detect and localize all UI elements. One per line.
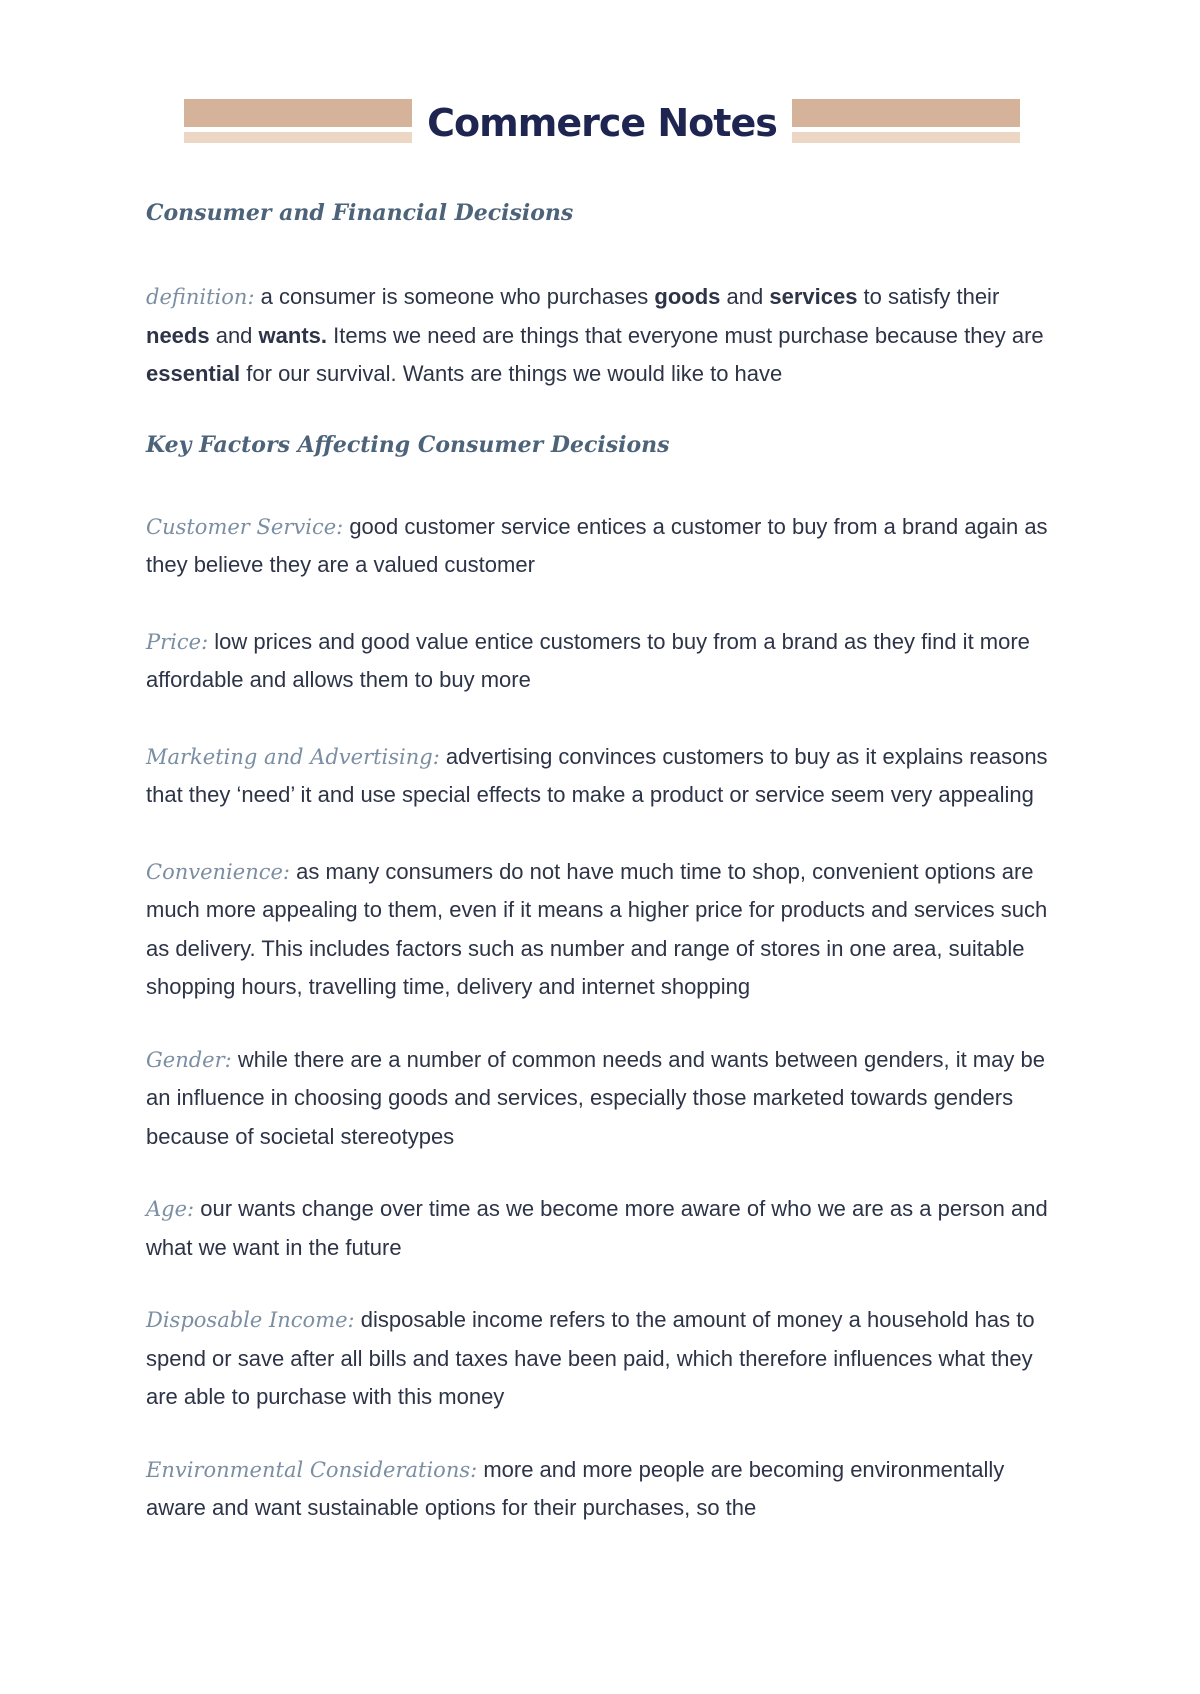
factor-term: Convenience: <box>146 859 290 884</box>
definition-text: for our survival. Wants are things we would like to have <box>240 361 783 386</box>
page-title: Commerce Notes <box>427 101 777 145</box>
factor-paragraph-disposable-income <box>146 1301 1066 1417</box>
factor-text: disposable income refers to the amount of money a household has to spend or save after all bills and taxes have been paid, which therefore influences what they are able to purchase with this money <box>146 1307 1035 1409</box>
section-heading-key-factors: Key Factors Affecting Consumer Decisions <box>146 431 670 458</box>
factor-paragraph-customer-service <box>146 508 1066 585</box>
factor-term: Disposable Income: <box>146 1308 355 1332</box>
factor-term: Environmental Considerations: <box>146 1457 478 1482</box>
definition-text: a consumer is someone who purchases <box>254 284 655 309</box>
bold-essential: essential <box>146 361 241 386</box>
page-header <box>184 96 1020 150</box>
factor-paragraph-marketing <box>146 738 1066 815</box>
factor-paragraph-age <box>146 1190 1066 1267</box>
factor-paragraph-price <box>146 623 1066 700</box>
bold-wants: wants. <box>258 322 327 348</box>
section-heading-consumer-financial: Consumer and Financial Decisions <box>146 200 574 226</box>
factor-paragraph-convenience <box>146 853 1066 1007</box>
decorative-bar-right <box>792 99 1020 143</box>
factor-term: Customer Service: <box>146 514 344 539</box>
bold-services: services <box>769 284 858 309</box>
factor-text: low prices and good value entice customers to buy from a brand as they find it more affordable and allows them to buy more <box>146 628 1030 692</box>
factor-term: Marketing and Advertising: <box>146 744 440 769</box>
factor-term: Gender: <box>146 1047 232 1072</box>
factor-text: good customer service entices a customer to buy from a brand again as they believe they are a valued customer <box>146 513 1048 577</box>
factor-paragraph-environmental <box>146 1451 1066 1528</box>
definition-text: to satisfy their <box>857 284 1000 309</box>
notes-content <box>146 196 1066 1528</box>
factor-term: Price: <box>146 629 209 654</box>
factor-text: as many consumers do not have much time to shop, convenient options are much more appealing to them, even if it means a higher price for products and services such as delivery. This includes factors such as number and range of stores in one area, suitable shopping hours, travelling time, delivery and internet shopping <box>146 858 1048 999</box>
definition-text: Items we need are things that everyone must purchase because they are <box>327 322 1044 348</box>
factor-term: Age: <box>146 1197 195 1221</box>
factor-paragraph-gender <box>146 1041 1066 1157</box>
bold-needs: needs <box>146 322 210 348</box>
factor-text: our wants change over time as we become more aware of who we are as a person and what we want in the future <box>146 1196 1048 1260</box>
definition-text: and <box>209 322 259 348</box>
bold-goods: goods <box>654 284 721 309</box>
definition-term: definition: <box>146 285 255 309</box>
definition-paragraph <box>146 278 1066 394</box>
factor-text: while there are a number of common needs and wants between genders, it may be an influence in choosing goods and services, especially those marketed towards genders because of societal stereotypes <box>146 1046 1045 1149</box>
factor-text: more and more people are becoming environmentally aware and want sustainable options for their purchases, so the <box>146 1456 1005 1520</box>
decorative-bar-left <box>184 99 412 143</box>
factor-text: advertising convinces customers to buy as it explains reasons that they ‘need’ it and use special effects to make a product or service seem very appealing <box>146 743 1048 807</box>
definition-text: and <box>720 284 770 309</box>
